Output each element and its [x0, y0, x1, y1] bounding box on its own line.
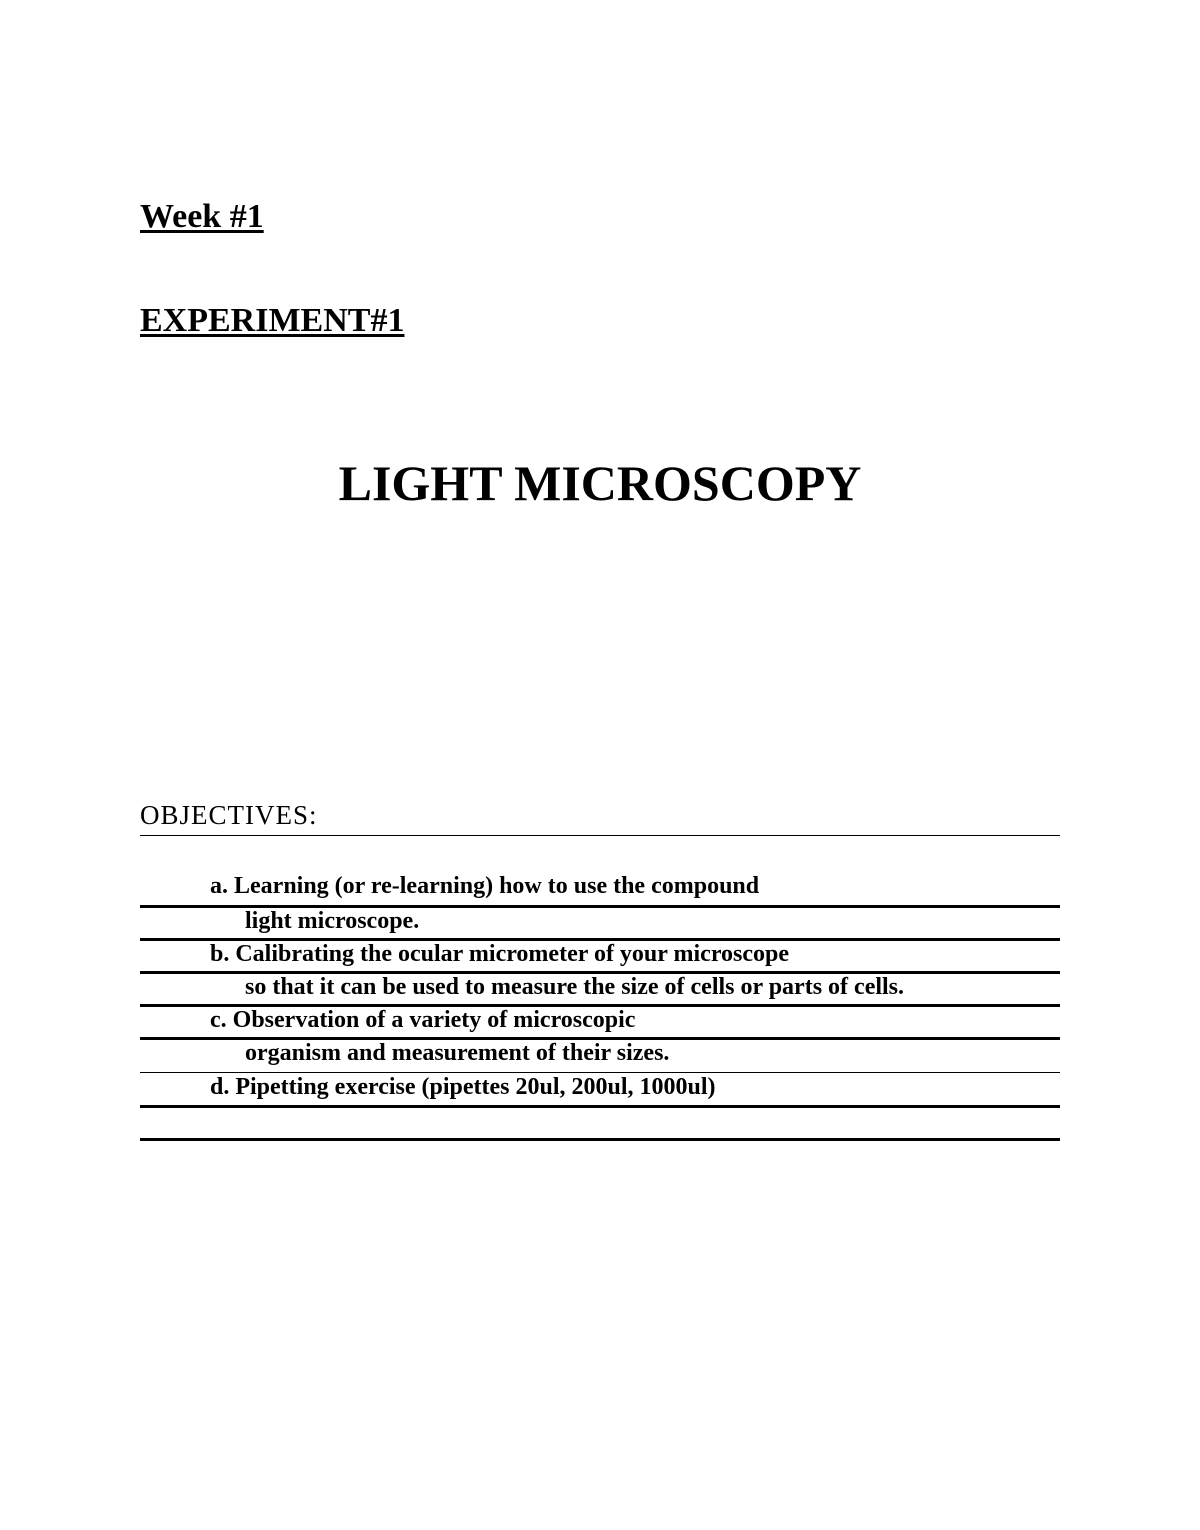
- objectives-divider: [140, 835, 1060, 836]
- objective-b-line-2: so that it can be used to measure the size of cells or parts of cells.: [245, 974, 905, 1000]
- objective-rule: [140, 1105, 1060, 1108]
- objective-b-line-1: b. Calibrating the ocular micrometer of your microscope: [210, 941, 790, 967]
- week-heading: Week #1: [140, 198, 264, 235]
- objective-rule: [140, 1072, 1060, 1073]
- experiment-heading: EXPERIMENT#1: [140, 302, 405, 339]
- objective-rule-blank: [140, 1138, 1060, 1141]
- objective-c-line-2: organism and measurement of their sizes.: [245, 1040, 670, 1066]
- objective-a-line-1: a. Learning (or re-learning) how to use the compound: [210, 873, 760, 899]
- objective-d-line-1: d. Pipetting exercise (pipettes 20ul, 200ul, 1000ul): [210, 1074, 716, 1100]
- objectives-heading: OBJECTIVES:: [140, 800, 318, 830]
- objective-a-line-2: light microscope.: [245, 908, 420, 934]
- page-title: LIGHT MICROSCOPY: [338, 455, 862, 511]
- objective-c-line-1: c. Observation of a variety of microscopic: [210, 1007, 636, 1033]
